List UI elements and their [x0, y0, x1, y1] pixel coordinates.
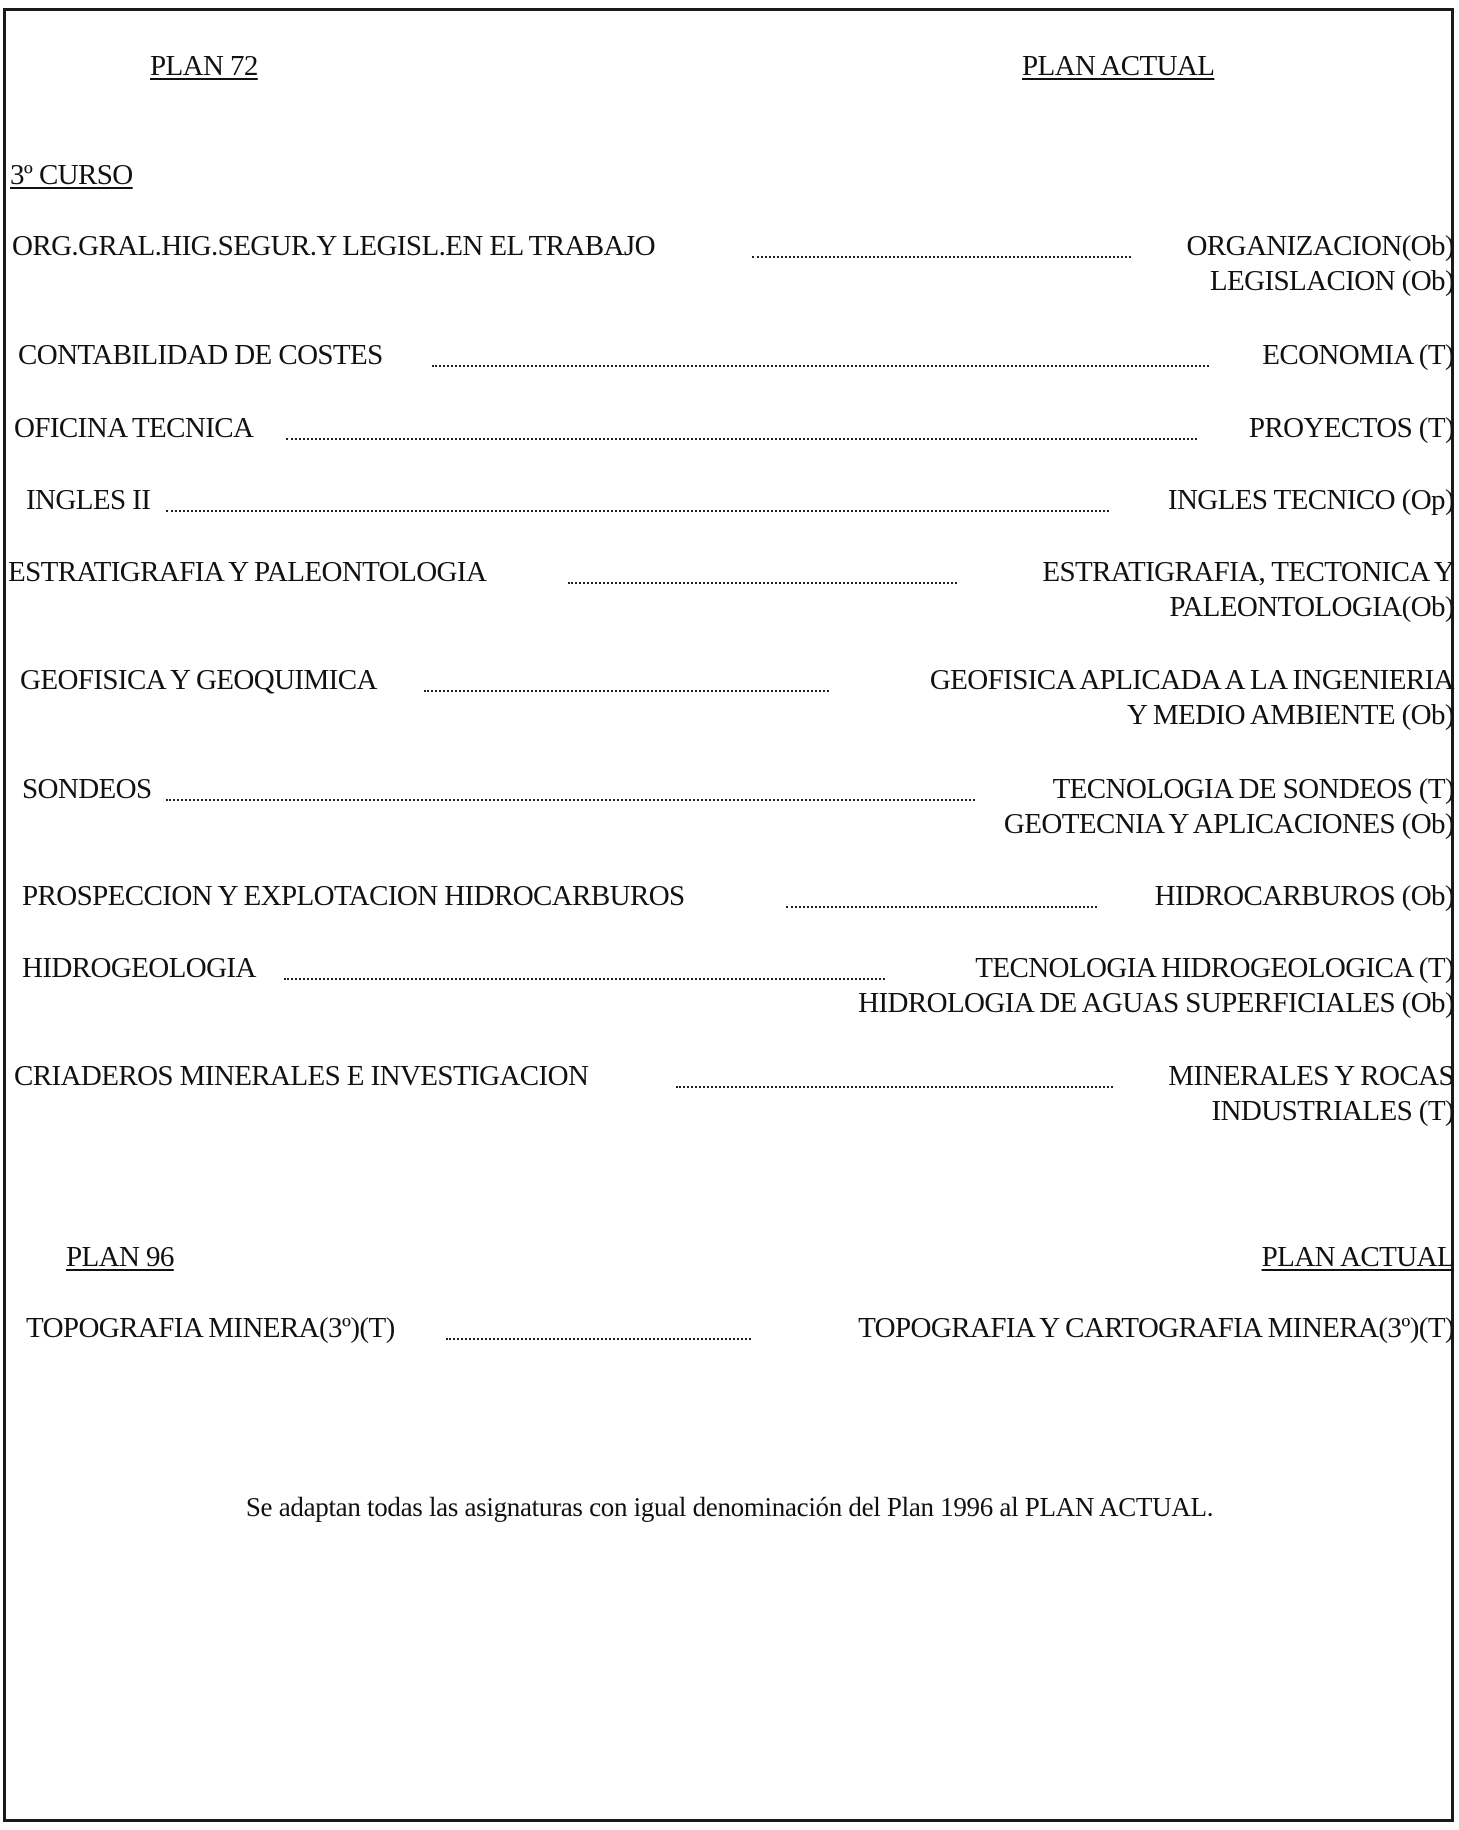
plan-96-header: PLAN 96: [66, 1241, 174, 1273]
adaptation-note: Se adaptan todas las asignaturas con igual denominación del Plan 1996 al PLAN ACTUAL.: [245, 1492, 1214, 1522]
row-right-medio-ambiente: Y MEDIO AMBIENTE (Ob): [1126, 699, 1454, 731]
row-right-proyectos: PROYECTOS (T): [1248, 412, 1454, 444]
row-left-ingles-ii: INGLES II: [26, 484, 151, 516]
row-right-geotecnia: GEOTECNIA Y APLICACIONES (Ob): [1003, 808, 1454, 840]
row-left-prospeccion: PROSPECCION Y EXPLOTACION HIDROCARBUROS: [22, 880, 685, 912]
row-left-oficina-tecnica: OFICINA TECNICA: [14, 412, 254, 444]
dot-leader: [446, 1338, 751, 1340]
course-heading: 3º CURSO: [10, 159, 133, 191]
row-left-sondeos: SONDEOS: [22, 773, 152, 805]
dot-leader: [166, 799, 975, 801]
row-right-topografia-cartografia: TOPOGRAFIA Y CARTOGRAFIA MINERA(3º)(T): [858, 1312, 1454, 1344]
row-right-ingles-tecnico: INGLES TECNICO (Op): [1167, 484, 1454, 516]
dot-leader: [676, 1086, 1113, 1088]
row-right-hidrologia: HIDROLOGIA DE AGUAS SUPERFICIALES (Ob): [858, 987, 1454, 1019]
row-right-tecnologia-hidrogeologica: TECNOLOGIA HIDROGEOLOGICA (T): [975, 952, 1454, 984]
dot-leader: [568, 582, 957, 584]
row-left-geofisica: GEOFISICA Y GEOQUIMICA: [20, 664, 377, 696]
dot-leader: [432, 365, 1209, 367]
row-right-industriales: INDUSTRIALES (T): [1211, 1095, 1454, 1127]
row-right-estratigrafia-tectonica: ESTRATIGRAFIA, TECTONICA Y: [1042, 556, 1454, 588]
row-right-organizacion: ORGANIZACION(Ob): [1186, 230, 1454, 262]
plan-actual-header: PLAN ACTUAL: [1022, 50, 1215, 82]
plan-actual-header-2: PLAN ACTUAL: [1261, 1241, 1454, 1273]
dot-leader: [284, 978, 885, 980]
row-right-minerales-rocas: MINERALES Y ROCAS: [1168, 1060, 1454, 1092]
row-left-hidrogeologia: HIDROGEOLOGIA: [22, 952, 256, 984]
row-left-org-gral: ORG.GRAL.HIG.SEGUR.Y LEGISL.EN EL TRABAJO: [12, 230, 655, 262]
dot-leader: [786, 906, 1097, 908]
row-right-paleontologia: PALEONTOLOGIA(Ob): [1169, 591, 1454, 623]
dot-leader: [424, 690, 829, 692]
row-right-geofisica-aplicada: GEOFISICA APLICADA A LA INGENIERIA: [929, 664, 1454, 696]
row-right-economia: ECONOMIA (T): [1262, 339, 1454, 371]
row-left-estratigrafia: ESTRATIGRAFIA Y PALEONTOLOGIA: [8, 556, 487, 588]
row-left-topografia-minera: TOPOGRAFIA MINERA(3º)(T): [26, 1312, 395, 1344]
row-left-criaderos: CRIADEROS MINERALES E INVESTIGACION: [14, 1060, 589, 1092]
row-right-hidrocarburos: HIDROCARBUROS (Ob): [1154, 880, 1454, 912]
row-left-contabilidad: CONTABILIDAD DE COSTES: [18, 339, 383, 371]
dot-leader: [166, 510, 1109, 512]
dot-leader: [752, 256, 1131, 258]
dot-leader: [286, 438, 1197, 440]
plan-72-header: PLAN 72: [150, 50, 258, 82]
row-right-tecnologia-sondeos: TECNOLOGIA DE SONDEOS (T): [1052, 773, 1454, 805]
row-right-legislacion: LEGISLACION (Ob): [1209, 265, 1454, 297]
